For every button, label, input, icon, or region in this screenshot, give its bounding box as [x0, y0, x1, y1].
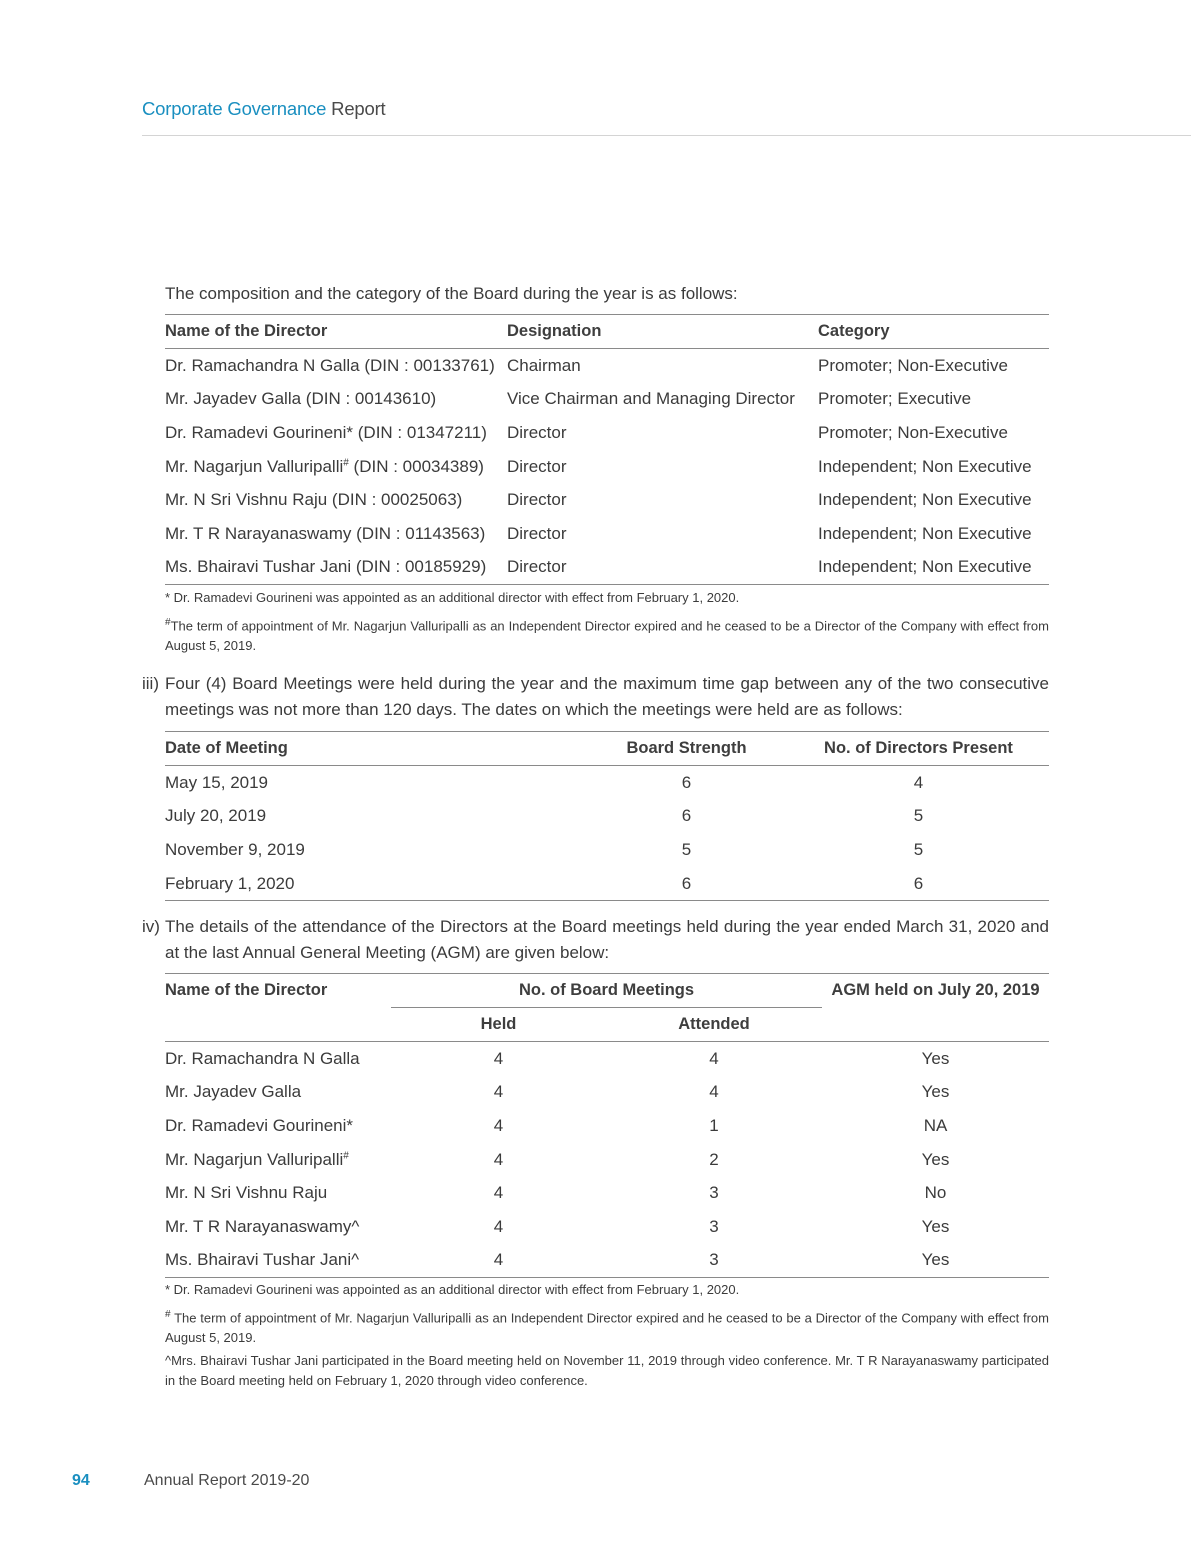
- director-din: (DIN : 00034389): [348, 456, 484, 476]
- director-designation: Director: [507, 456, 567, 476]
- col-header-held: Held: [391, 1008, 606, 1042]
- director-name: [165, 1109, 391, 1143]
- table-row: [165, 383, 1049, 417]
- header-divider: [142, 135, 1191, 136]
- col-header-name: Name of the Director: [165, 315, 507, 349]
- attendance-table-wrap: [165, 973, 1049, 1278]
- col-header-present: No. of Directors Present: [788, 732, 1049, 766]
- director-name-text: Mr. Nagarjun Valluripalli: [165, 1149, 344, 1169]
- col-header-name: Name of the Director: [165, 974, 391, 1008]
- table-row: [165, 1042, 1049, 1076]
- footnote-marker: #: [165, 617, 171, 628]
- item-label: iii): [142, 674, 159, 693]
- table-row: [165, 416, 1049, 450]
- board-strength: 6: [585, 867, 788, 901]
- footnote-marker: #: [165, 1309, 171, 1320]
- meetings-paragraph: [142, 671, 1049, 723]
- attendance-table: [165, 973, 1049, 1278]
- composition-footnote-1: * Dr. Ramadevi Gourineni was appointed as an additional director with effect from February 1, 2020.: [165, 590, 740, 605]
- meetings-held: 4: [493, 1149, 504, 1169]
- meeting-date: February 1, 2020: [165, 867, 585, 901]
- directors-present: 4: [913, 772, 924, 792]
- table-row: [165, 1176, 1049, 1210]
- footnote-text: The term of appointment of Mr. Nagarjun Valluripalli as an Independent Director expired and he ceased to be a Director of the Company with effect from August 5, 2019.: [165, 618, 1049, 654]
- director-name-text: Mr. T R Narayanaswamy^: [165, 1216, 360, 1236]
- director-category: Promoter; Executive: [818, 389, 972, 409]
- director-category: Independent; Non Executive: [818, 523, 1032, 543]
- composition-intro: The composition and the category of the Board during the year is as follows:: [165, 284, 738, 303]
- col-header-date: Date of Meeting: [165, 732, 585, 766]
- director-designation: Director: [507, 551, 818, 585]
- meetings-attended: 3: [709, 1183, 719, 1203]
- agm-attended: Yes: [822, 1244, 1049, 1278]
- meetings-held: 4: [493, 1216, 504, 1236]
- director-name: [165, 1143, 391, 1177]
- meetings-held: 4: [391, 1244, 606, 1278]
- meetings-attended: 4: [709, 1048, 719, 1068]
- col-header-board-meetings: No. of Board Meetings: [391, 974, 822, 1008]
- table-row: [165, 1109, 1049, 1143]
- director-name: Mr. T R Narayanaswamy (DIN : 01143563): [165, 523, 486, 543]
- director-designation: Vice Chairman and Managing Director: [507, 389, 795, 409]
- footnote-marker: #: [343, 456, 349, 468]
- subheader-spacer: [165, 1008, 391, 1042]
- meetings-held: 4: [493, 1116, 504, 1136]
- table-row: [165, 450, 1049, 484]
- director-designation: Chairman: [507, 355, 581, 375]
- table-row: [165, 483, 1049, 517]
- director-category: Independent; Non Executive: [818, 551, 1049, 585]
- agm-attended: No: [924, 1183, 947, 1203]
- col-header-designation: Designation: [507, 315, 818, 349]
- attendance-text: The details of the attendance of the Directors at the Board meetings held during the year ended March 31, 2020 and at the last Annual General Meeting (AGM) are given below:: [165, 917, 1049, 962]
- table-row: [165, 517, 1049, 551]
- directors-present: 5: [913, 806, 924, 826]
- director-name-text: Dr. Ramadevi Gourineni*: [165, 1116, 354, 1136]
- meetings-attended: 2: [709, 1149, 719, 1169]
- page-header: [142, 98, 385, 120]
- footnote-text: The term of appointment of Mr. Nagarjun Valluripalli as an Independent Director expired and he ceased to be a Director of the Company with effect from August 5, 2019.: [165, 1310, 1049, 1346]
- director-name: Dr. Ramachandra N Galla (DIN : 00133761): [165, 355, 495, 375]
- table-row: [165, 766, 1049, 800]
- director-category: Promoter; Non-Executive: [818, 422, 1008, 442]
- table-row: [165, 833, 1049, 867]
- meetings-held: 4: [493, 1183, 504, 1203]
- director-name-pre: Mr. Nagarjun Valluripalli: [165, 456, 344, 476]
- col-header-strength: Board Strength: [585, 732, 788, 766]
- director-category: Independent; Non Executive: [818, 490, 1032, 510]
- subheader-spacer: [822, 1008, 1049, 1042]
- agm-attended: NA: [923, 1116, 948, 1136]
- director-designation: Director: [507, 490, 567, 510]
- page-number: 94: [72, 1472, 90, 1489]
- director-name: Mr. N Sri Vishnu Raju (DIN : 00025063): [165, 490, 463, 510]
- item-label: iv): [142, 917, 160, 936]
- director-designation: Director: [507, 523, 567, 543]
- composition-footnote-2: [165, 613, 1049, 656]
- director-designation: Director: [507, 422, 567, 442]
- col-header-category: Category: [818, 315, 1049, 349]
- director-category: Independent; Non Executive: [818, 456, 1032, 476]
- table-row: [165, 1143, 1049, 1177]
- attendance-paragraph: [142, 914, 1049, 966]
- col-header-attended: Attended: [606, 1008, 822, 1042]
- meeting-date: July 20, 2019: [165, 806, 267, 826]
- director-name: [165, 1042, 391, 1076]
- attendance-footnote-2: [165, 1305, 1049, 1348]
- director-name-text: Mr. Jayadev Galla: [165, 1082, 302, 1102]
- header-rest: Report: [331, 98, 386, 119]
- director-name: Mr. Jayadev Galla (DIN : 00143610): [165, 389, 437, 409]
- attendance-footnote-1: * Dr. Ramadevi Gourineni was appointed as an additional director with effect from February 1, 2020.: [165, 1282, 740, 1297]
- meetings-text: Four (4) Board Meetings were held during the year and the maximum time gap between any of the two consecutive meetings was not more than 120 days. The dates on which the meetings were held are as follows:: [165, 674, 1049, 719]
- footer-title: Annual Report 2019-20: [144, 1472, 310, 1489]
- director-category: Promoter; Non-Executive: [818, 355, 1008, 375]
- table-row: [165, 800, 1049, 834]
- director-name: [165, 1210, 391, 1244]
- meetings-attended: 3: [709, 1216, 719, 1236]
- table-row: [165, 867, 1049, 901]
- director-name: Ms. Bhairavi Tushar Jani (DIN : 00185929): [165, 551, 507, 585]
- director-name: [165, 1176, 391, 1210]
- table-row: [165, 349, 1049, 383]
- board-strength: 6: [681, 772, 692, 792]
- meeting-date: May 15, 2019: [165, 772, 269, 792]
- attendance-footnote-3: ^Mrs. Bhairavi Tushar Jani participated in the Board meeting held on November 11, 2019 through video conference. Mr. T R Narayanaswamy participated in the Board meeting held on February 1, 2020 through video conference.: [165, 1353, 1049, 1388]
- director-name-text: Dr. Ramachandra N Galla: [165, 1048, 360, 1068]
- director-name-text: Ms. Bhairavi Tushar Jani^: [165, 1250, 360, 1270]
- agm-attended: Yes: [921, 1216, 950, 1236]
- header-accent: Corporate Governance: [142, 98, 327, 119]
- footnote-marker: #: [343, 1150, 349, 1162]
- meetings-attended: 1: [709, 1116, 719, 1136]
- meetings-table-wrap: [165, 731, 1049, 901]
- director-name-text: Mr. N Sri Vishnu Raju: [165, 1183, 328, 1203]
- table-row: [165, 551, 1049, 585]
- table-row: [165, 1210, 1049, 1244]
- meetings-table: [165, 731, 1049, 901]
- composition-table: [165, 314, 1049, 585]
- director-name: Dr. Ramadevi Gourineni* (DIN : 01347211): [165, 422, 487, 442]
- agm-attended: Yes: [921, 1048, 950, 1068]
- col-header-agm: AGM held on July 20, 2019: [822, 974, 1049, 1008]
- meetings-attended: 4: [709, 1082, 719, 1102]
- director-name: [165, 1076, 391, 1110]
- board-strength: 5: [681, 839, 692, 859]
- table-row: [165, 1244, 1049, 1278]
- agm-attended: Yes: [921, 1082, 950, 1102]
- directors-present: 6: [788, 867, 1049, 901]
- composition-table-wrap: [165, 314, 1049, 585]
- meetings-held: 4: [493, 1082, 504, 1102]
- director-name: [165, 450, 507, 484]
- meeting-date: November 9, 2019: [165, 839, 305, 859]
- meetings-attended: 3: [606, 1244, 822, 1278]
- meetings-held: 4: [493, 1048, 504, 1068]
- director-name: [165, 1244, 391, 1278]
- table-row: [165, 1076, 1049, 1110]
- board-strength: 6: [681, 806, 692, 826]
- agm-attended: Yes: [921, 1149, 950, 1169]
- directors-present: 5: [913, 839, 924, 859]
